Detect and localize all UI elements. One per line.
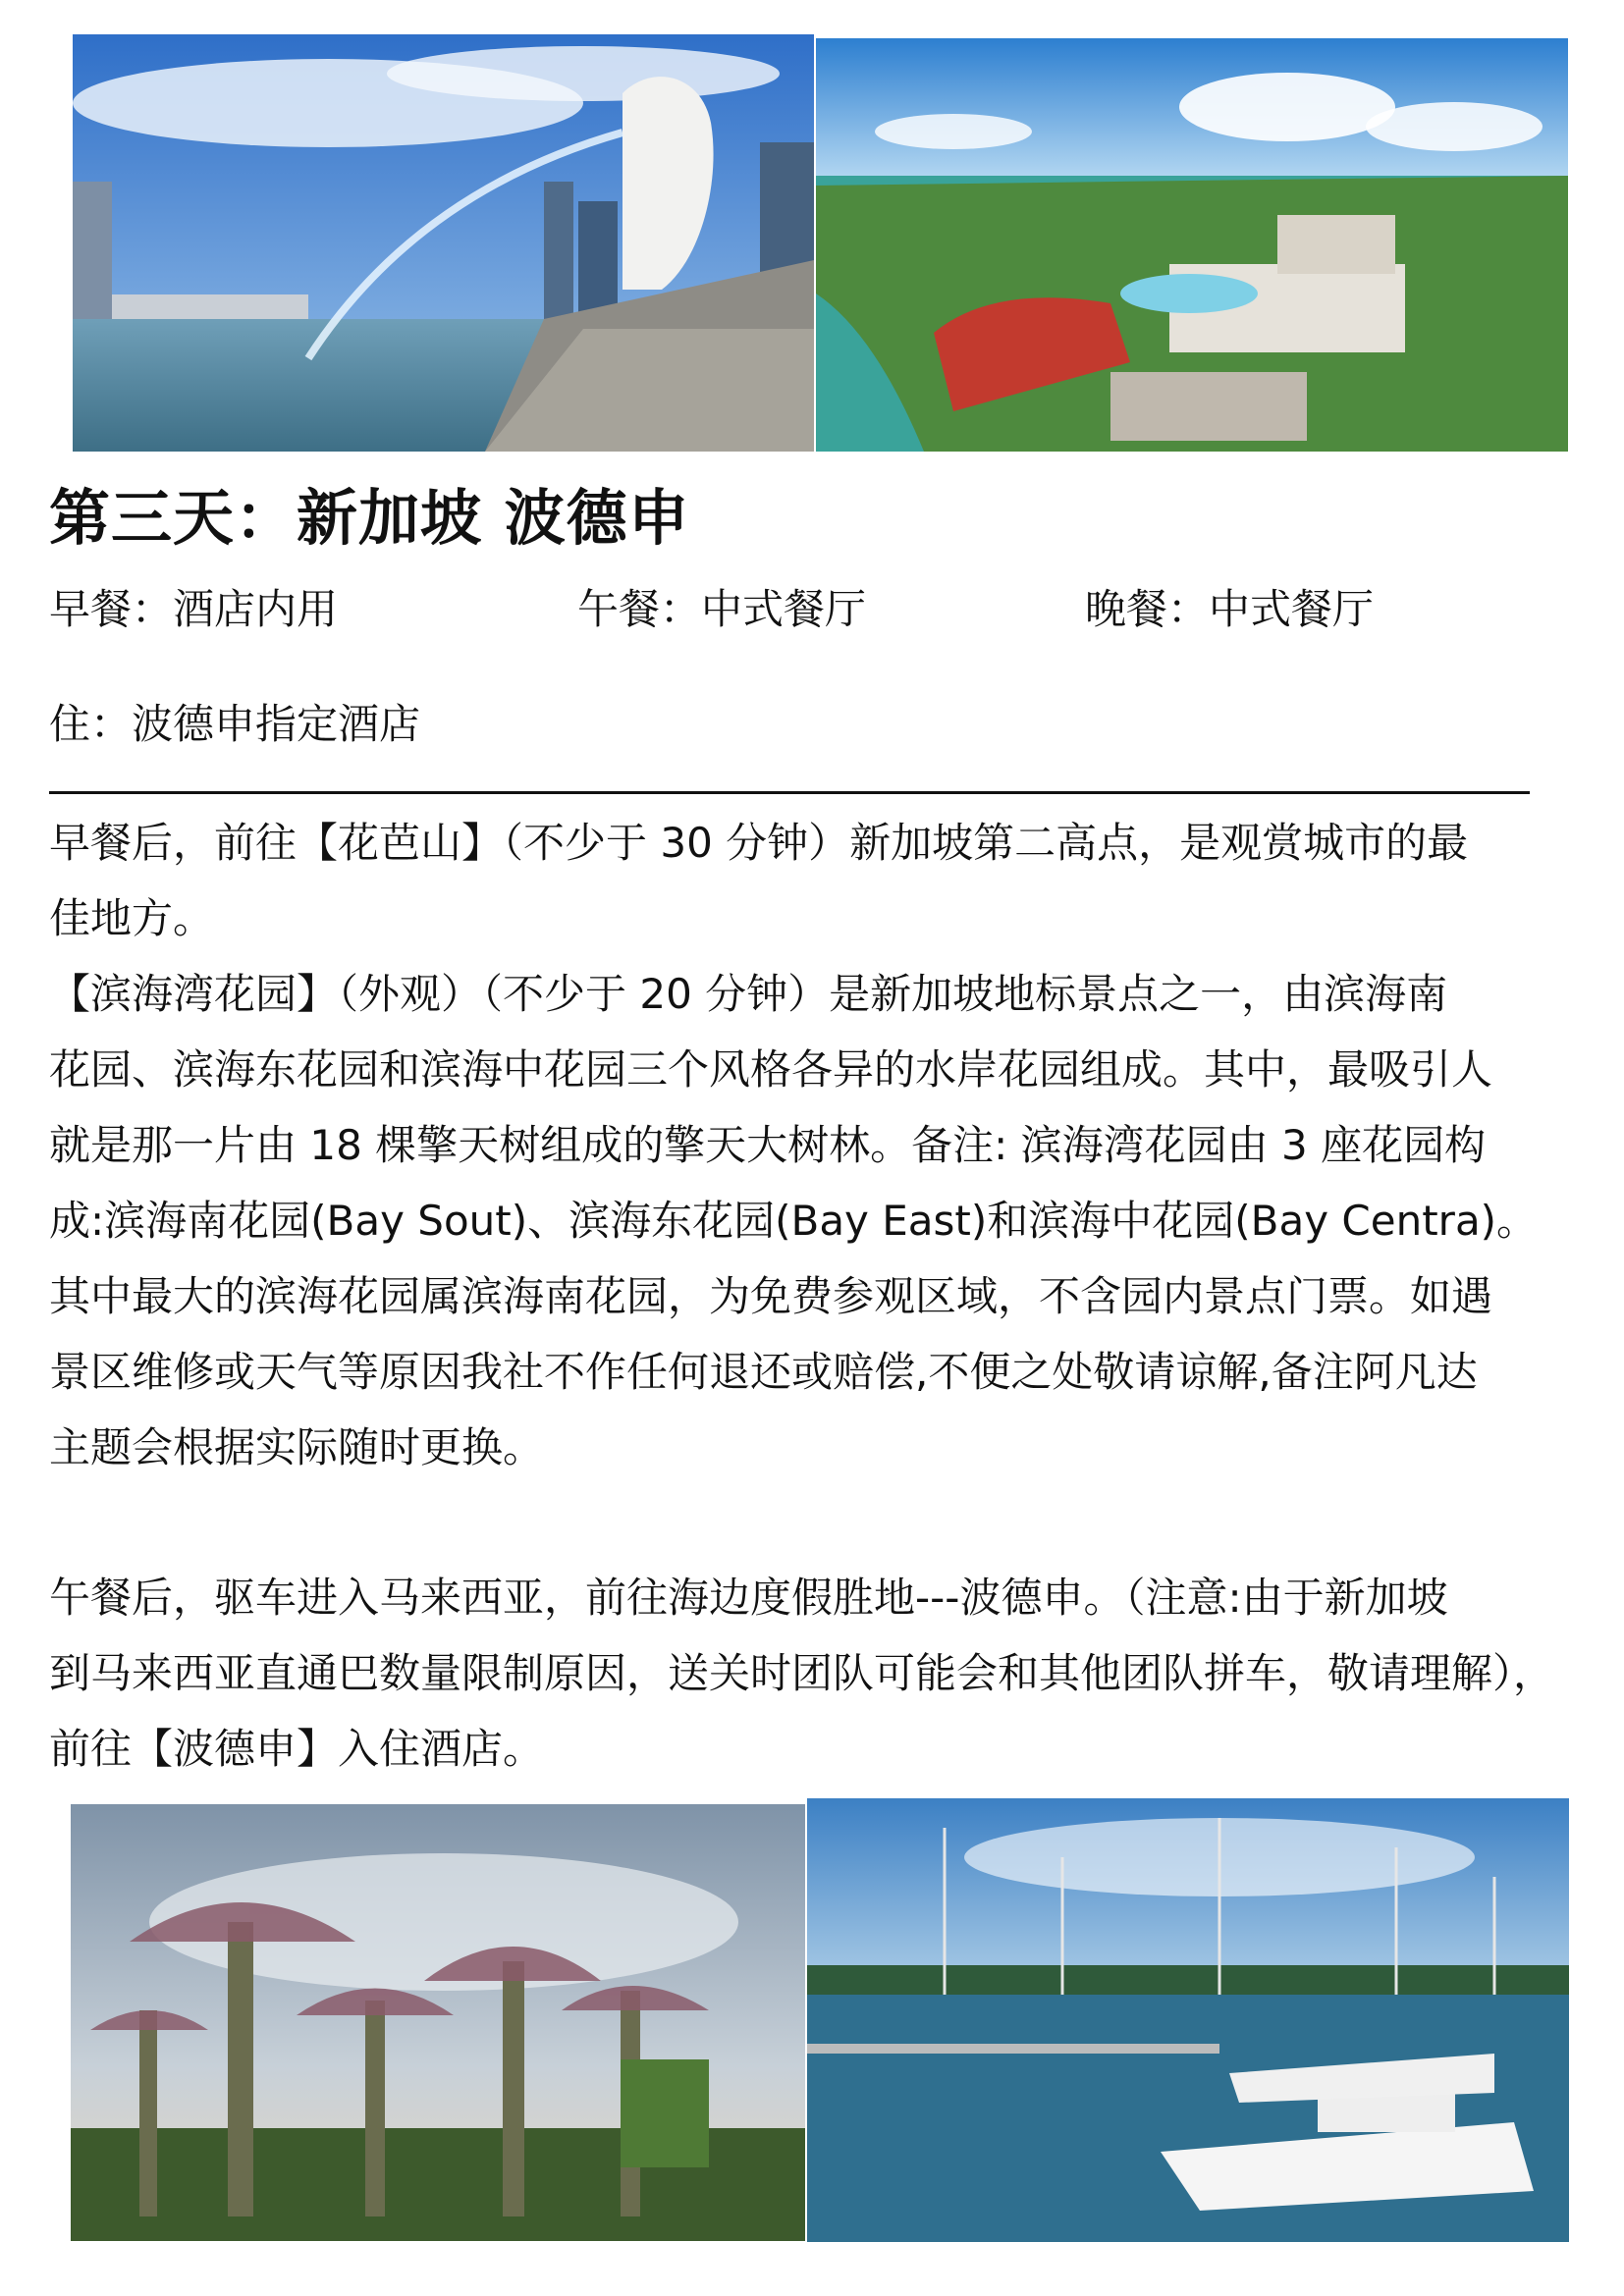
divider [49, 791, 1530, 794]
itinerary-paragraph-1 [49, 805, 1600, 956]
text-line: 午餐后，驱车进入马来西亚，前往海边度假胜地---波德申。（注意:由于新加坡 [49, 1574, 1448, 1622]
itinerary-paragraph-3 [49, 1560, 1600, 1787]
text-line: 早餐后，前往【花芭山】（不少于 30 分钟）新加坡第二高点，是观赏城市的最 [49, 819, 1469, 867]
merlion-photo [73, 34, 814, 452]
text-line: 到马来西亚直通巴数量限制原因，送关时团队可能会和其他团队拼车，敬请理解）， [49, 1649, 1555, 1697]
page-title: 第三天：新加坡 波德申 [49, 482, 690, 554]
breakfast-info: 早餐：酒店内用 [49, 585, 339, 633]
text-line: 主题会根据实际随时更换。 [49, 1423, 545, 1471]
text-line: 就是那一片由 18 棵擎天树组成的擎天大树林。备注: 滨海湾花园由 3 座花园构 [49, 1121, 1487, 1169]
sentosa-resort-photo [816, 38, 1568, 452]
text-line: 景区维修或天气等原因我社不作任何退还或赔偿,不便之处敬请谅解,备注阿凡达 [49, 1348, 1478, 1396]
accommodation-info: 住：波德申指定酒店 [49, 700, 421, 748]
supertree-grove-photo [71, 1804, 805, 2241]
text-line: 其中最大的滨海花园属滨海南花园，为免费参观区域，不含园内景点门票。如遇 [49, 1272, 1493, 1320]
text-line: 花园、滨海东花园和滨海中花园三个风格各异的水岸花园组成。其中，最吸引人 [49, 1045, 1493, 1094]
itinerary-paragraph-2 [49, 956, 1600, 1485]
text-line: 佳地方。 [49, 894, 215, 942]
marina-yachts-photo [807, 1798, 1569, 2242]
text-line: 【滨海湾花园】（外观）（不少于 20 分钟）是新加坡地标景点之一，由滨海南 [49, 970, 1448, 1018]
text-line: 前往【波德申】入住酒店。 [49, 1725, 545, 1773]
dinner-info: 晚餐：中式餐厅 [1085, 585, 1375, 633]
lunch-info: 午餐：中式餐厅 [577, 585, 867, 633]
text-line: 成:滨海南花园(Bay Sout)、滨海东花园(Bay East)和滨海中花园(Bay Centra)。 [49, 1197, 1539, 1245]
